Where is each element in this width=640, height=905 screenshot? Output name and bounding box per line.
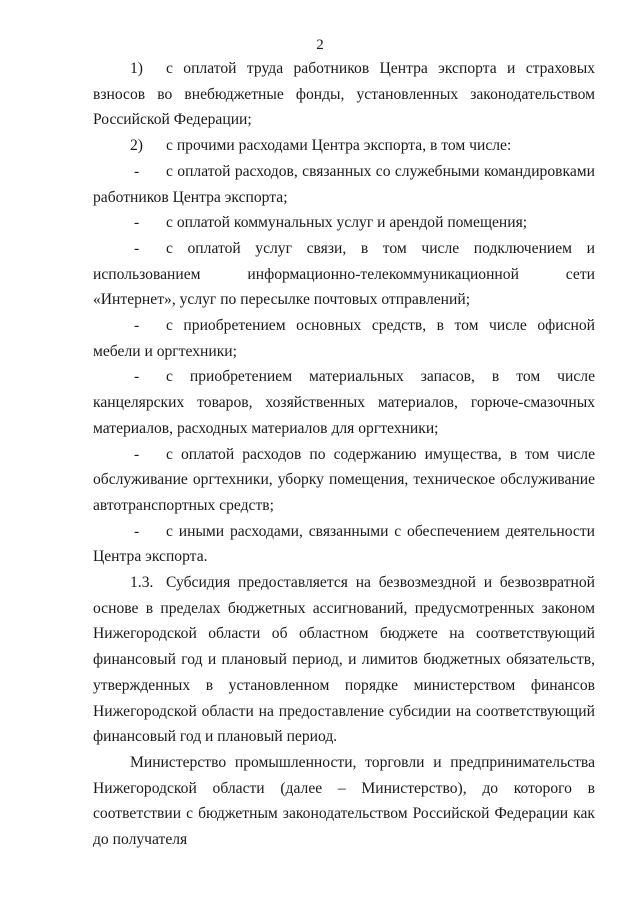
paragraph-item-1 <box>93 56 595 133</box>
paragraph-text: с оплатой коммунальных услуг и арендой помещения; <box>166 214 528 232</box>
paragraph-item-2 <box>93 133 595 159</box>
paragraph-text: с оплатой труда работников Центра экспорта и страховых взносов во внебюджетные фонды, установленных законодательством Российской Федерации; <box>93 60 595 129</box>
paragraph-dash-item <box>93 442 595 519</box>
paragraph-dash-item <box>93 210 595 236</box>
paragraph-dash-item <box>93 364 595 441</box>
paragraph-text: Субсидия предоставляется на безвозмездной и безвозвратной основе в пределах бюджетных ассигнований, предусмотренных законом Нижегородской области об областном бюджете на соответствующий финансовый год и плановый период, и лимитов бюджетных обязательств, утвержденных в установленном порядке министерством финансов Нижегородской области на предоставление субсидии на соответствующий финансовый год и плановый период. <box>93 574 595 746</box>
paragraph-text: с приобретением материальных запасов, в том числе канцелярских товаров, хозяйственных материалов, горюче-смазочных материалов, расходных материалов для оргтехники; <box>93 368 595 437</box>
dash-marker: - <box>134 368 140 386</box>
dash-marker: - <box>134 239 140 257</box>
page-number: 2 <box>316 37 324 53</box>
paragraph-text: с прочими расходами Центра экспорта, в том числе: <box>166 137 512 155</box>
paragraph-dash-item <box>93 236 595 313</box>
document-body <box>93 56 595 853</box>
section-number: 1.3. <box>130 574 154 592</box>
paragraph-section-1-3 <box>93 570 595 750</box>
paragraph-text: с оплатой расходов по содержанию имущества, в том числе обслуживание оргтехники, уборку помещения, техническое обслуживание автотранспортных средств; <box>93 445 595 514</box>
list-marker: 1) <box>130 60 143 77</box>
list-marker: 2) <box>130 137 143 155</box>
paragraph-text: с оплатой расходов, связанных со служебными командировками работников Центра экспорта; <box>93 162 595 206</box>
paragraph-dash-item <box>93 313 595 364</box>
dash-marker: - <box>134 214 140 232</box>
paragraph-dash-item <box>93 519 595 570</box>
dash-marker: - <box>134 522 140 540</box>
paragraph-text: Министерство промышленности, торговли и предпринимательства Нижегородской области (далее – Министерство), до которого в соответствии с бюджетным законодательством Российской Федерации как до получателя <box>93 753 595 849</box>
paragraph-text: с иными расходами, связанными с обеспечением деятельности Центра экспорта. <box>93 522 595 566</box>
dash-marker: - <box>134 162 140 180</box>
paragraph-plain <box>93 750 595 853</box>
paragraph-text: с оплатой услуг связи, в том числе подключением и использованием информационно-телекоммуникационной сети «Интернет», услуг по пересылке почтовых отправлений; <box>93 239 595 309</box>
paragraph-dash-item <box>93 159 595 210</box>
paragraph-text: с приобретением основных средств, в том числе офисной мебели и оргтехники; <box>93 317 595 360</box>
dash-marker: - <box>134 445 140 463</box>
dash-marker: - <box>134 317 140 335</box>
